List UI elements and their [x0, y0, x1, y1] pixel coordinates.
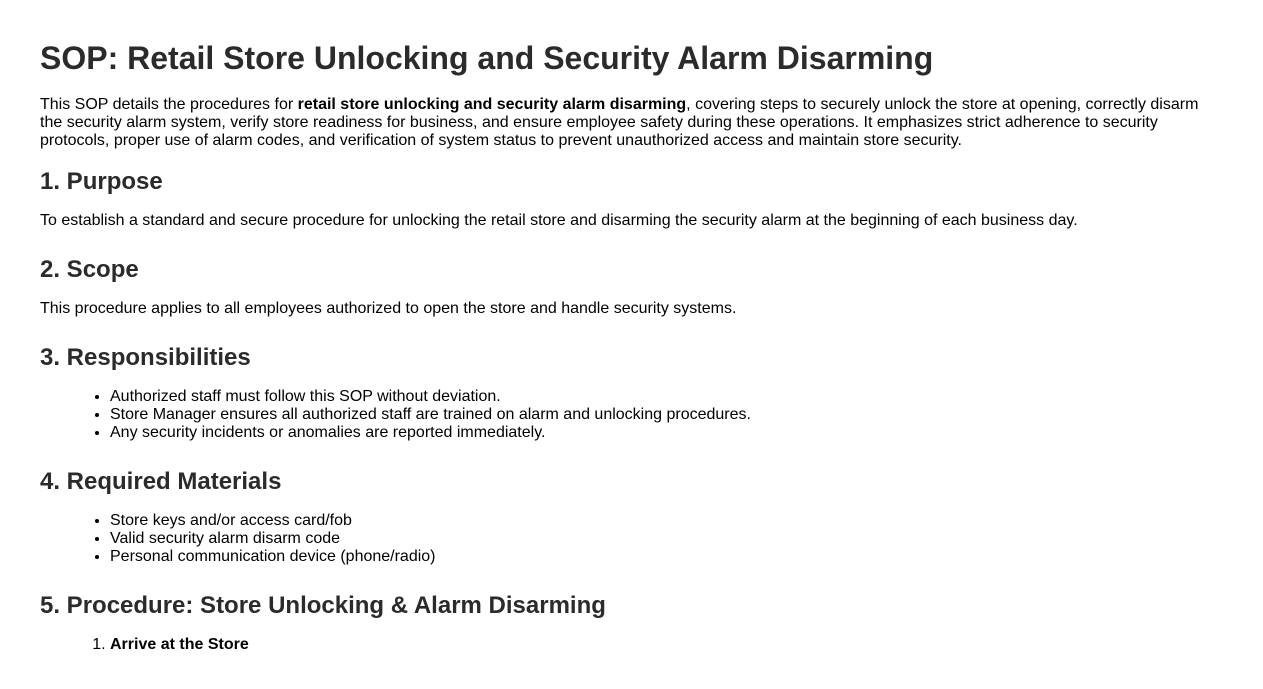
section-heading-purpose: 1. Purpose — [40, 168, 163, 195]
procedure-step — [110, 636, 1143, 654]
responsibilities-list — [40, 388, 1143, 442]
section-purpose — [40, 168, 1143, 230]
list-item: • Store keys and/or access card/fob — [110, 512, 1143, 530]
list-item: • Store Manager ensures all authorized staff are trained on alarm and unlocking procedures. — [110, 406, 1143, 424]
section-materials — [40, 468, 1143, 566]
list-item: • Valid security alarm disarm code — [110, 530, 1143, 548]
procedure-step-title: Arrive at the Store — [110, 636, 249, 653]
section-heading-materials: 4. Required Materials — [40, 468, 282, 495]
document-title: SOP: Retail Store Unlocking and Security Alarm Disarming — [40, 40, 934, 76]
list-item: • Any security incidents or anomalies are reported immediately. — [110, 424, 1143, 442]
section-heading-scope: 2. Scope — [40, 256, 139, 283]
intro-text-before: This SOP details the procedures for — [40, 96, 298, 113]
materials-list — [40, 512, 1143, 566]
section-responsibilities — [40, 344, 1143, 442]
procedure-steps-list — [40, 636, 1143, 654]
section-scope — [40, 256, 1143, 318]
intro-text-after: , covering steps to securely unlock the store at opening, correctly disarm the security alarm system, verify store readiness for business, and ensure employee safety during these operations. It emphasizes strict adherence to security protocols, proper use of alarm codes, and verification of system status to prevent unauthorized access and maintain store security. — [40, 96, 1199, 149]
list-item: • Personal communication device (phone/radio) — [110, 548, 1143, 566]
intro-bold-text: retail store unlocking and security alarm disarming — [297, 96, 687, 113]
section-heading-responsibilities: 3. Responsibilities — [40, 344, 251, 371]
list-item: • Authorized staff must follow this SOP without deviation. — [110, 388, 1143, 406]
section-procedure — [40, 592, 1143, 654]
intro-paragraph — [40, 96, 1205, 150]
section-text-scope: This procedure applies to all employees authorized to open the store and handle security systems. — [40, 300, 737, 317]
section-heading-procedure: 5. Procedure: Store Unlocking & Alarm Disarming — [40, 592, 606, 619]
section-text-purpose: To establish a standard and secure procedure for unlocking the retail store and disarming the security alarm at the beginning of each business day. — [40, 212, 1078, 229]
